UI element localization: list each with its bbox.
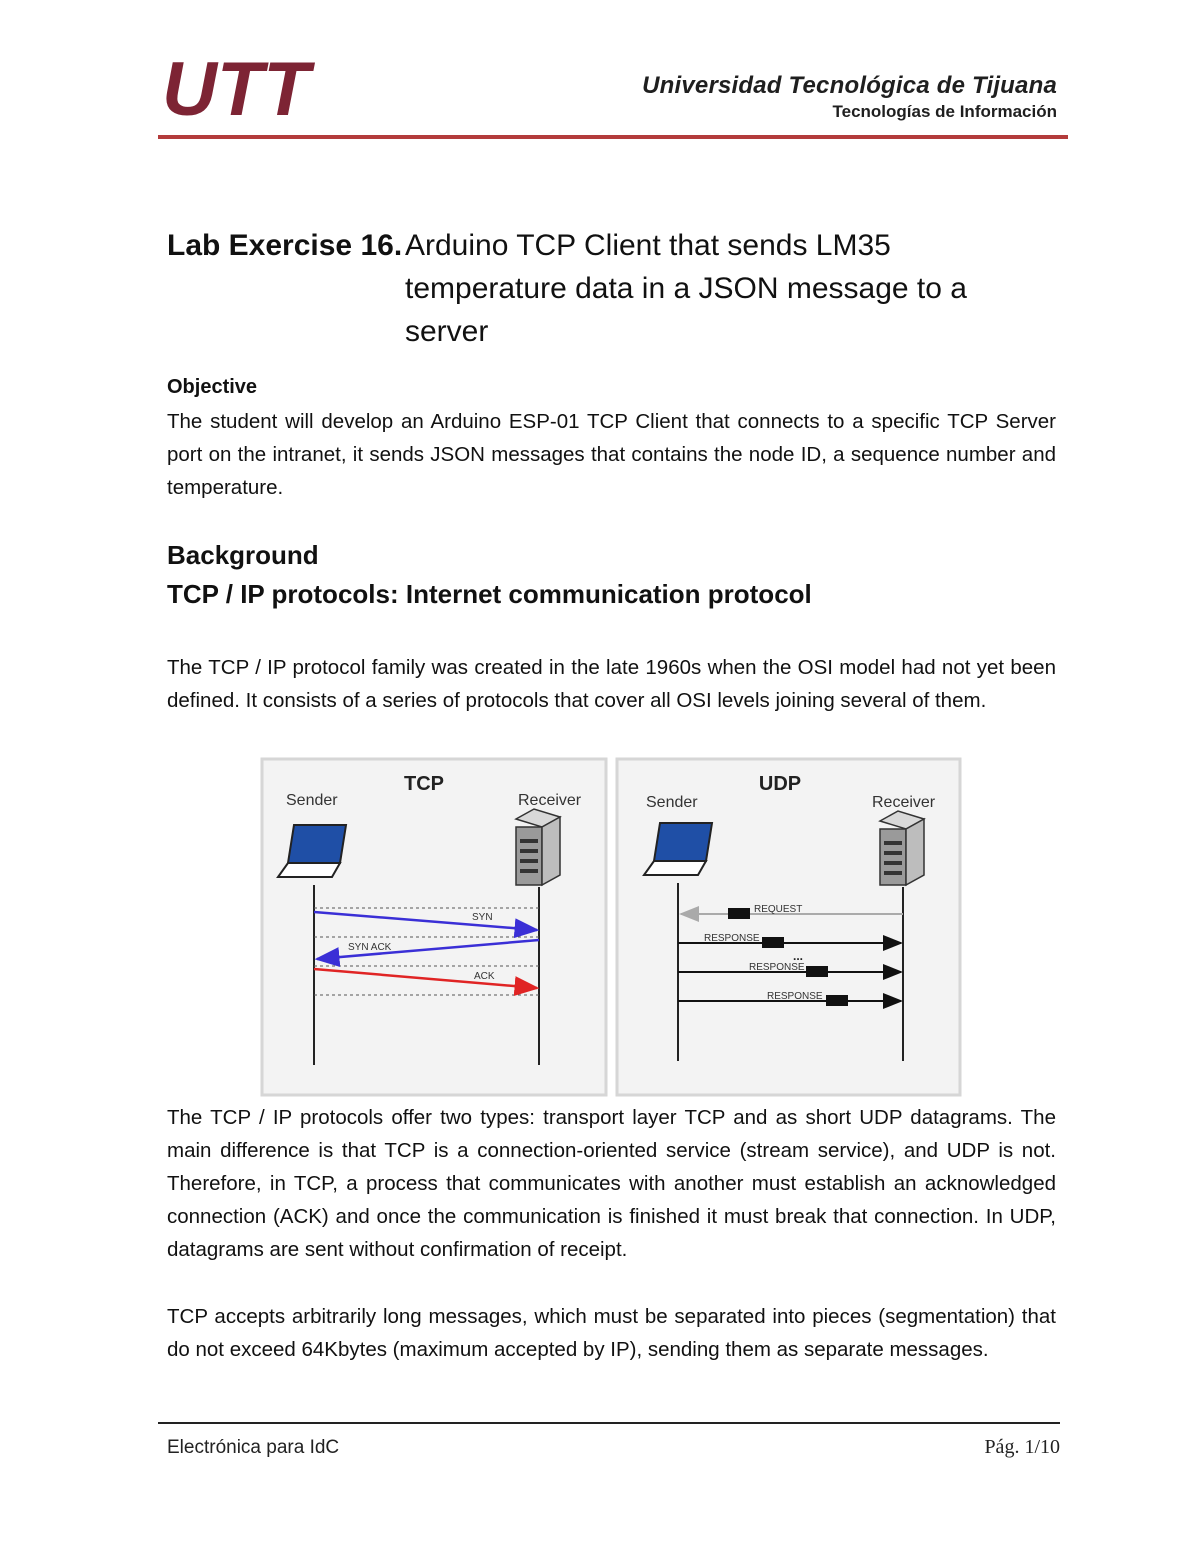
title-label: Lab Exercise 16. [167,229,403,262]
objective-text: The student will develop an Arduino ESP-01 TCP Client that connects to a specific TCP Server port on the intranet, it sends JSON messages that contains the node ID, a sequence number and temperature. [167,410,1056,499]
udp-receiver-label: Receiver [872,794,936,811]
udp-title: UDP [758,773,802,795]
background-heading: Background [167,540,319,570]
background-subheading: TCP / IP protocols: Internet communication protocol [167,579,812,609]
tcp-sender-label: Sender [286,792,338,809]
server-icon [516,809,560,885]
header-rule [158,135,1068,139]
page-number: Pág. 1/10 [984,1436,1060,1458]
university-name: Universidad Tecnológica de Tijuana [642,72,1057,99]
logo-text: UTT [162,55,310,125]
msg-response-2: RESPONSE [749,962,805,973]
msg-synack: SYN ACK [348,942,392,953]
msg-response-3: RESPONSE [767,991,823,1002]
udp-sender-label: Sender [646,794,698,811]
msg-response-1: RESPONSE [704,933,760,944]
tcp-receiver-label: Receiver [518,792,582,809]
msg-ack: ACK [474,971,495,982]
footer-course: Electrónica para IdC [167,1437,340,1458]
background-paragraph-2: The TCP / IP protocols offer two types: transport layer TCP and as short UDP datagrams. The main difference is that TCP is a connection-oriented service (stream service), and UDP is not. Therefore, in TCP, a process that communicates with another must establish an acknowledged connection (ACK) and once the communication is finished it must break that connection. In UDP, datagrams are sent without confirmation of receipt. [167,1106,1056,1261]
utt-logo [160,55,360,125]
footer-rule [158,1422,1060,1424]
server-icon [880,811,924,885]
department-name: Tecnologías de Información [832,102,1057,121]
msg-request: REQUEST [754,904,803,915]
msg-syn: SYN [472,912,493,923]
tcp-panel [262,759,606,1095]
objective-heading: Objective [167,376,258,398]
title-text: Arduino TCP Client that sends LM35 temperature data in a JSON message to a server [405,229,967,348]
tcp-udp-diagram [260,757,962,1097]
tcp-title: TCP [404,773,444,795]
background-paragraph-3: TCP accepts arbitrarily long messages, which must be separated into pieces (segmentation) that do not exceed 64Kbytes (maximum accepted by IP), sending them as separate messages. [167,1305,1056,1361]
background-paragraph-1: The TCP / IP protocol family was created in the late 1960s when the OSI model had not yet been defined. It consists of a series of protocols that cover all OSI levels joining several of them. [167,656,1056,712]
ellipsis: ... [793,949,804,963]
udp-panel [617,759,960,1095]
